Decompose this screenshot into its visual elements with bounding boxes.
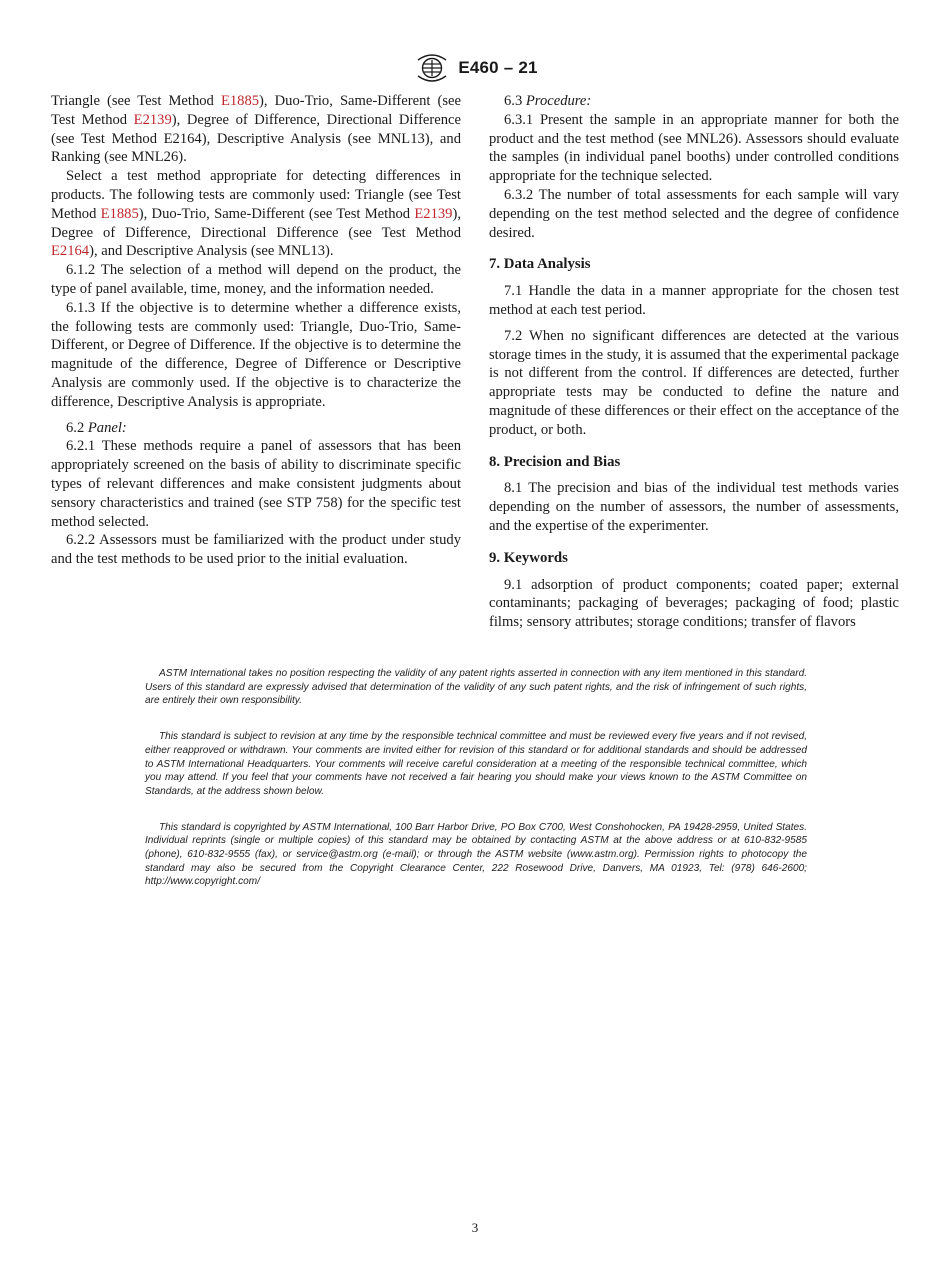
- left-column: [51, 92, 461, 569]
- standard-designation: E460 – 21: [458, 58, 538, 77]
- paragraph-6-1-2: 6.1.2 The selection of a method will depend on the product, the type of panel available, time, money, and the information needed.: [51, 262, 461, 297]
- paragraph-7-1: 7.1 Handle the data in a manner appropriate for the chosen test method at each test period.: [489, 283, 899, 318]
- paragraph-6-1-3: 6.1.3 If the objective is to determine whether a difference exists, the following tests are commonly used: Triangle, Duo-Trio, Same-Different, or Degree of Difference. If the objective is to determine the magnitude of the difference, Degree of Difference or Descriptive Analysis are commonly used. If the objective is to characterize the difference, Descriptive Analysis is appropriate.: [51, 299, 461, 410]
- paragraph-7-2: 7.2 When no significant differences are detected at the various storage times in the study, it is assumed that the experimental package is not different from the control. If differences are detected, further appropriate tests may be conducted to define the nature and magnitude of these differences or their effect on the acceptance of the product, or both.: [489, 327, 899, 438]
- section-6-3-heading: 6.3 Procedure:: [504, 93, 592, 109]
- section-6-2-heading: 6.2 Panel:: [66, 419, 127, 436]
- link-e2139[interactable]: E2139: [133, 111, 172, 128]
- astm-logo-icon: [412, 52, 452, 84]
- legal-footer: [145, 667, 807, 911]
- paragraph-8-1: 8.1 The precision and bias of the individual test methods varies depending on the number of assessors, the number of assessments, and the expertise of the experimenter.: [489, 480, 899, 534]
- right-column: [489, 92, 899, 632]
- paragraph-6-3-2: 6.3.2 The number of total assessments for each sample will vary depending on the test method selected and the degree of confidence desired.: [489, 186, 899, 241]
- paragraph-6-2-2: 6.2.2 Assessors must be familiarized with the product under study and the test methods to be used prior to the initial evaluation.: [51, 532, 461, 568]
- section-7-heading: 7. Data Analysis: [489, 256, 591, 273]
- paragraph-select-test-method: Select a test method appropriate for detecting differences in products. The following tests are commonly used: Triangle (see Test Method E1885), Duo-Trio, Same-Different (see Test Method E2139), Degree of Difference, Directional Difference (see Test Method E2164), and Descriptive Analysis (see MNL13).: [51, 168, 461, 260]
- paragraph-9-1: 9.1 adsorption of product components; coated paper; external contaminants; packaging of beverages; packaging of food; plastic films; sensory attributes; storage conditions; transfer of flavors: [489, 576, 899, 631]
- link-e2139[interactable]: E2139: [414, 205, 453, 222]
- section-9-heading: 9. Keywords: [489, 549, 568, 566]
- page-header: [0, 52, 950, 84]
- footer-copyright-notice: This standard is copyrighted by ASTM International, 100 Barr Harbor Drive, PO Box C700, West Conshohocken, PA 19428-2959, United States. Individual reprints (single or multiple copies) of this standard may be obtained by contacting ASTM at the above address or at 610-832-9585 (phone), 610-832-9555 (fax), or service@astm.org (e-mail); or through the ASTM website (www.astm.org). Permission rights to photocopy the standard may also be secured from the Copyright Clearance Center, 222 Rosewood Drive, Danvers, MA 01923, Tel: (978) 646-2600; http://www.copyright.com/: [145, 821, 807, 888]
- footer-revision-notice: This standard is subject to revision at any time by the responsible technical committee and must be reviewed every five years and if not revised, either reapproved or withdrawn. Your comments are invited either for revision of this standard or for additional standards and should be addressed to ASTM International Headquarters. Your comments will receive careful consideration at a meeting of the responsible technical committee, which you may attend. If you feel that your comments have not received a fair hearing you should make your views known to the ASTM Committee on Standards, at the address shown below.: [145, 731, 807, 797]
- paragraph-6-3-1: 6.3.1 Present the sample in an appropriate manner for both the product and the test method (see MNL26). Assessors should evaluate the samples (in individual panel booths) under controlled conditions appropriate for the technique selected.: [489, 111, 899, 185]
- link-e1885[interactable]: E1885: [100, 205, 139, 222]
- link-e1885[interactable]: E1885: [220, 93, 260, 109]
- paragraph-6-1-1-continued: Triangle (see Test Method E1885), Duo-Trio, Same-Different (see Test Method E2139), Degree of Difference, Directional Difference (see Test Method E2164), Descriptive Analysis (see MNL13), and Ranking (see MNL26).: [51, 93, 462, 166]
- footer-patent-notice: ASTM International takes no position respecting the validity of any patent rights asserted in connection with any item mentioned in this standard. Users of this standard are expressly advised that determination of the validity of any such patent rights, and the risk of infringement of such rights, are entirely their own responsibility.: [145, 668, 807, 707]
- link-e2164[interactable]: E2164: [51, 243, 90, 260]
- paragraph-6-2-1: 6.2.1 These methods require a panel of assessors that has been appropriately screened on the basis of ability to discriminate specific types of relevant differences and make consistent judgments about sensory characteristics and trained (see STP 758) for the specific test method selected.: [51, 438, 461, 530]
- section-8-heading: 8. Precision and Bias: [489, 453, 621, 470]
- page-number: 3: [471, 1220, 479, 1235]
